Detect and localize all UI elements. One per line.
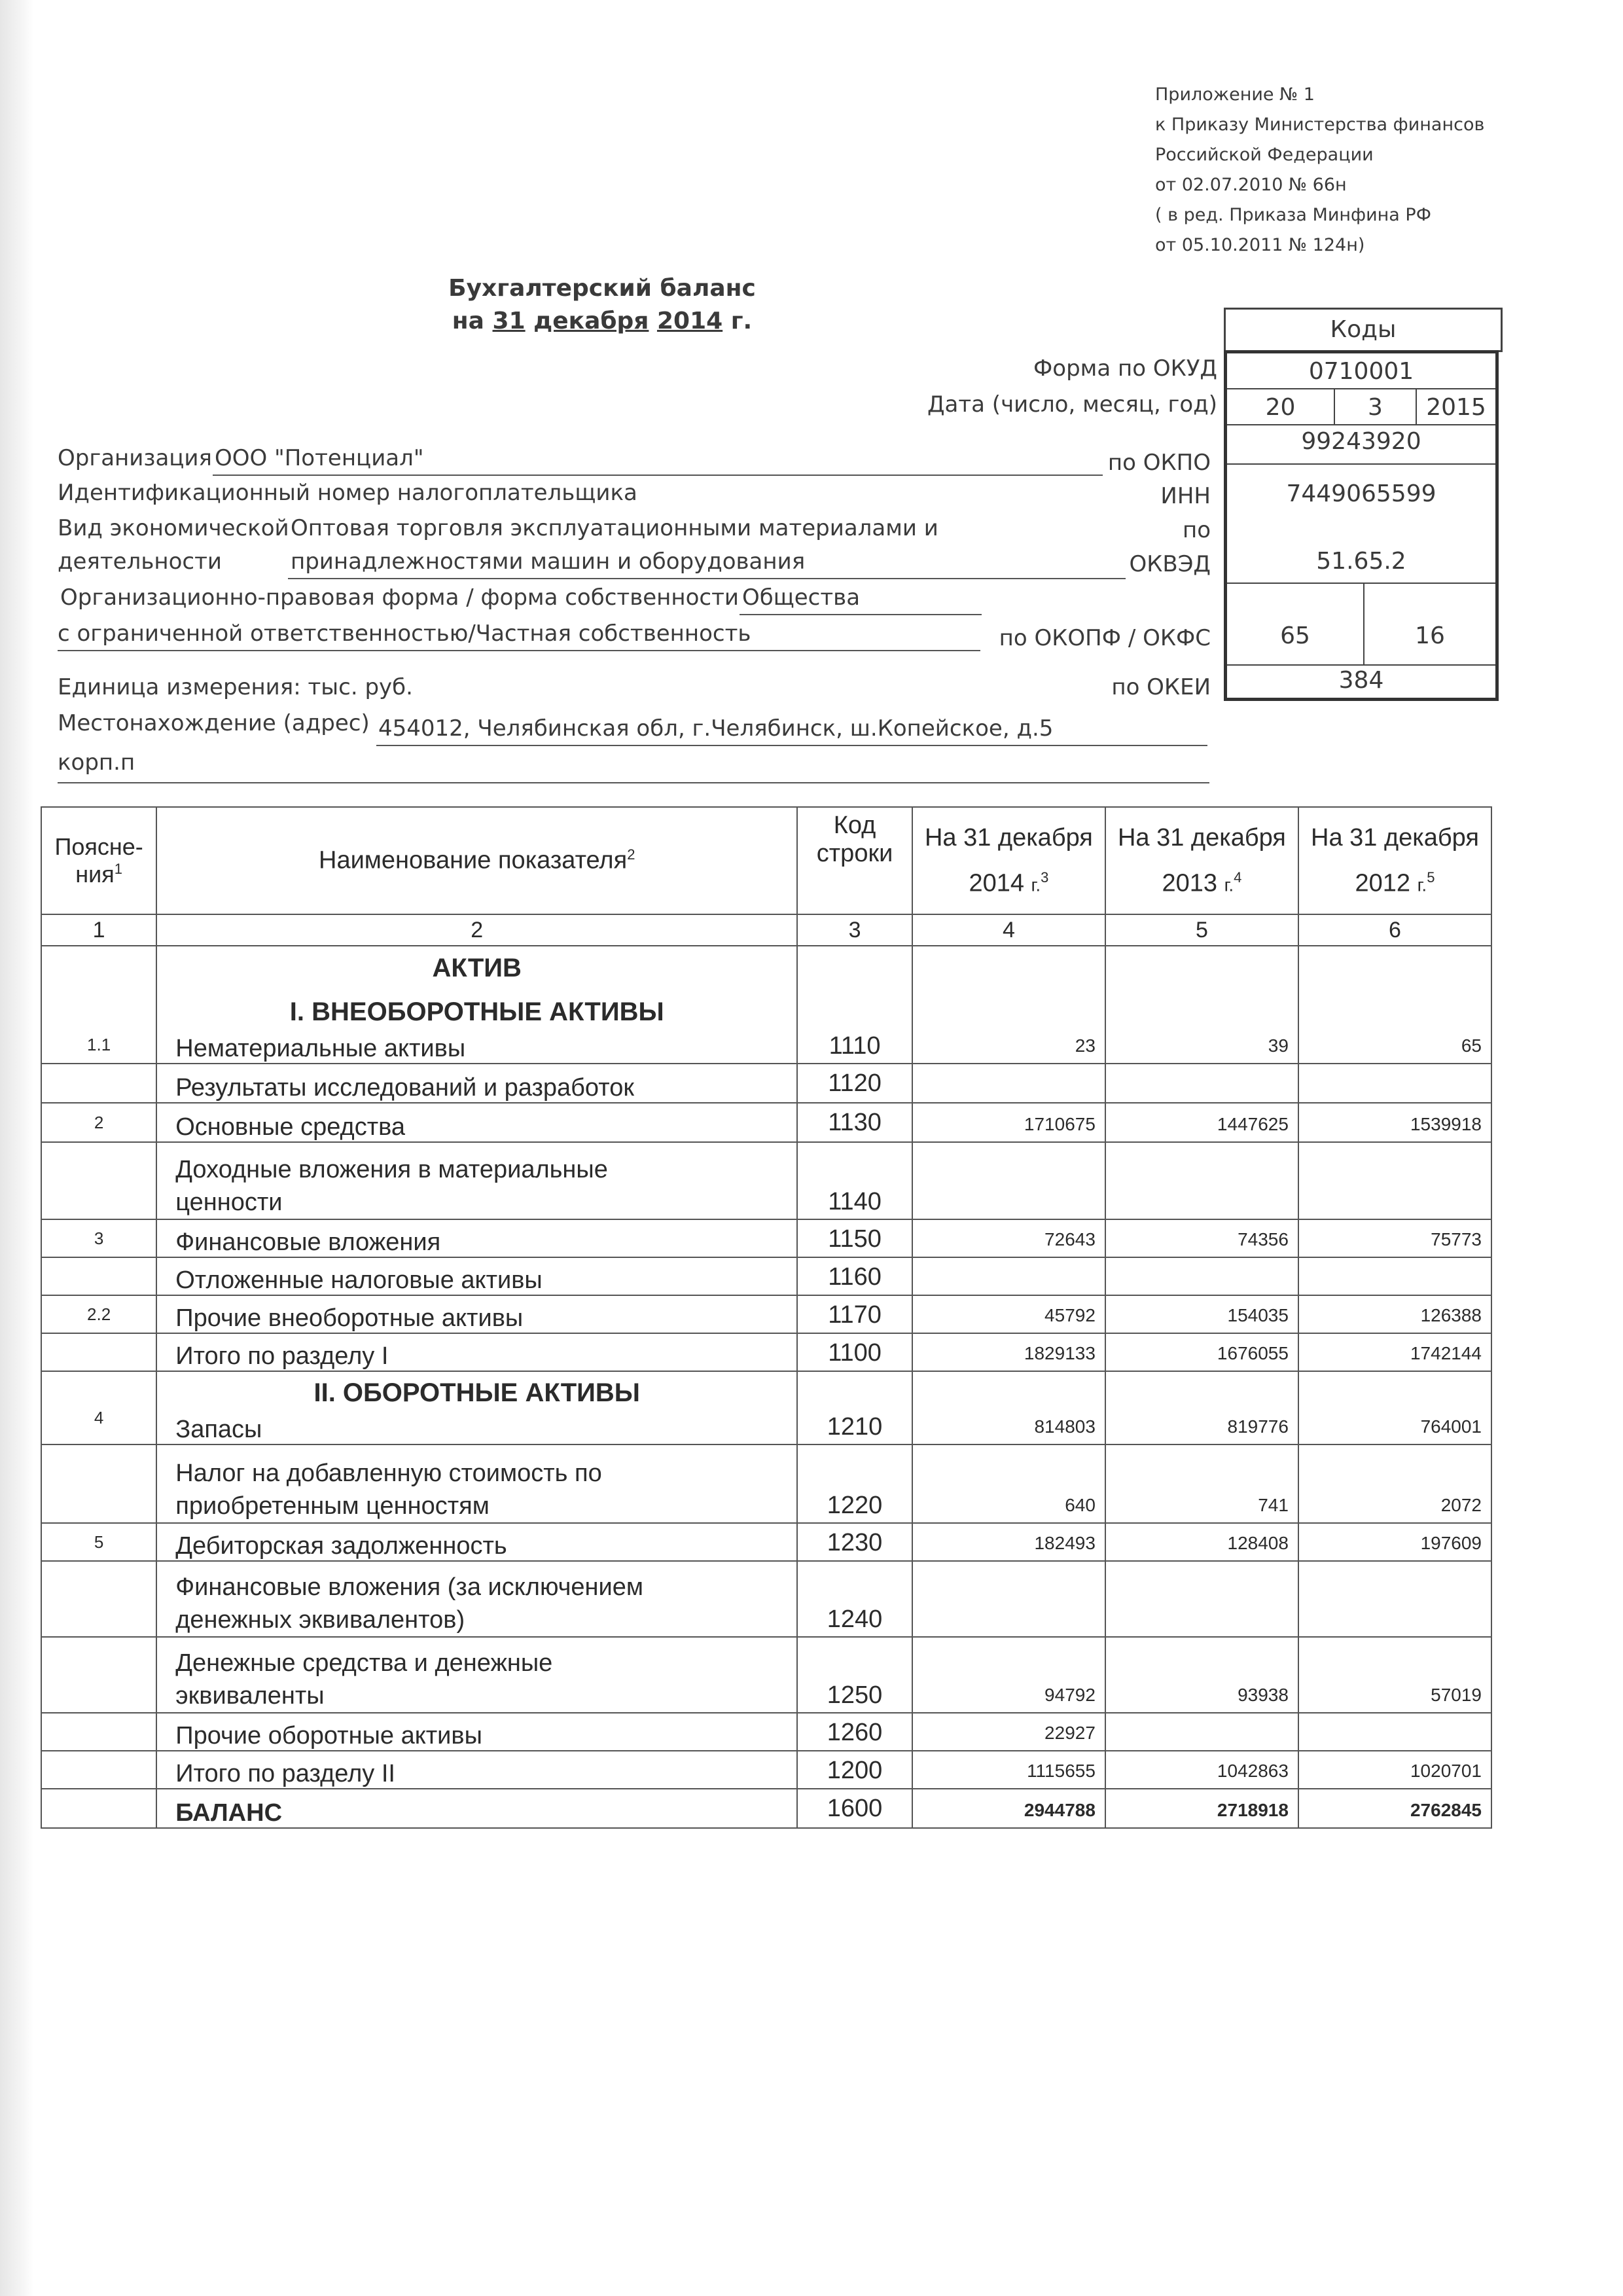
table-row [41,1064,1491,1103]
row-value-2014: 23 [912,1027,1105,1064]
row-code: 1130 [797,1103,912,1142]
row-code: 1240 [797,1561,912,1637]
row-value-2013: 1447625 [1105,1103,1298,1142]
row-value-2012: 65 [1298,1027,1491,1064]
row-name: Отложенные налоговые активы [156,1257,797,1295]
date-code-row [1227,389,1495,425]
row-name: Итого по разделу I [156,1333,797,1371]
activity-label: деятельности [58,548,222,575]
scan-edge [0,0,34,2296]
row-value-2012: 1742144 [1298,1333,1491,1371]
row-value-2014: 1710675 [912,1103,1105,1142]
row-note [41,1751,156,1789]
okopf-okfs-row [1227,584,1495,666]
row-name: Итого по разделу II [156,1751,797,1789]
okved-label: по [1182,517,1211,543]
address-value: корп.п [58,749,135,776]
date-day: 20 [1227,389,1335,424]
row-note: 3 [41,1219,156,1257]
row-value-2014: 94792 [912,1637,1105,1713]
row-name: Налог на добавленную стоимость по приобретенным ценностям [156,1444,797,1523]
row-value-2012 [1298,1064,1491,1103]
appendix-line: от 02.07.2010 № 66н [1155,175,1347,195]
row-code: 1150 [797,1219,912,1257]
row-note: 5 [41,1523,156,1561]
section-title-noncurrent: I. ВНЕОБОРОТНЫЕ АКТИВЫ [156,990,797,1027]
section-title-assets: АКТИВ [156,946,797,990]
row-value-2014: 814803 [912,1408,1105,1444]
okved-label: ОКВЭД [1129,551,1211,577]
legal-form-label: Организационно-правовая форма / форма собственности [60,584,739,611]
row-value-2012: 2762845 [1298,1789,1491,1828]
row-value-2014: 640 [912,1444,1105,1523]
org-name: ООО "Потенциал" [215,445,424,471]
table-row [41,1444,1491,1523]
row-value-2014: 72643 [912,1219,1105,1257]
row-name: Основные средства [156,1103,797,1142]
row-name: Финансовые вложения (за исключением денежных эквивалентов) [156,1561,797,1637]
row-note [41,1444,156,1523]
row-value-2012: 75773 [1298,1219,1491,1257]
column-number: 6 [1298,914,1491,946]
appendix-line: от 05.10.2011 № 124н) [1155,235,1365,255]
row-code: 1120 [797,1064,912,1103]
okved-code: 51.65.2 [1227,543,1495,584]
column-numbers-row [41,914,1491,946]
row-name: Прочие внеоборотные активы [156,1295,797,1333]
row-code: 1160 [797,1257,912,1295]
row-code: 1200 [797,1751,912,1789]
appendix-line: к Приказу Министерства финансов [1155,115,1485,135]
row-note: 4 [41,1408,156,1444]
row-value-2013: 154035 [1105,1295,1298,1333]
document-title: Бухгалтерский баланс [448,275,756,302]
underline [288,578,1126,579]
row-value-2014: 182493 [912,1523,1105,1561]
appendix-line: Приложение № 1 [1155,84,1315,105]
appendix-reference [1155,80,1484,260]
activity-value: принадлежностями машин и оборудования [291,548,806,575]
address-label: Местонахождение (адрес) [58,710,370,736]
header-2014: На 31 декабря 2014 г.$^3$ [912,807,1105,914]
section-row [41,946,1491,990]
row-code: 1250 [797,1637,912,1713]
okopf-label: по ОКОПФ / ОКФС [999,625,1211,651]
underline [213,475,1103,476]
unit-label: Единица измерения: тыс. руб. [58,674,413,700]
legal-form-value: с ограниченной ответственностью/Частная собственность [58,620,751,647]
table-row [41,1142,1491,1219]
address-value: 454012, Челябинская обл, г.Челябинск, ш.Копейское, д.5 [378,715,1054,742]
row-value-2014 [912,1064,1105,1103]
row-value-2013 [1105,1257,1298,1295]
section-row [41,990,1491,1027]
activity-label: Вид экономической [58,515,289,541]
row-name: Дебиторская задолженность [156,1523,797,1561]
inn-code: 7449065599 [1286,480,1436,507]
table-row [41,1751,1491,1789]
okud-code: 0710001 [1227,353,1495,389]
header-code: Код строки [797,807,912,914]
table-row [41,1257,1491,1295]
okpo-code: 99243920 [1227,425,1495,465]
table-row [41,1561,1491,1637]
date-month: 3 [1335,389,1417,424]
document-date-title: на 31 декабря 2014 г. [452,308,753,334]
row-code: 1260 [797,1713,912,1751]
row-value-2014: 2944788 [912,1789,1105,1828]
column-number: 5 [1105,914,1298,946]
row-value-2013: 128408 [1105,1523,1298,1561]
row-note [41,1333,156,1371]
row-value-2013 [1105,1064,1298,1103]
header-indicator: Наименование показателя$^2$ [156,807,797,914]
row-value-2012: 2072 [1298,1444,1491,1523]
okpo-label: по ОКПО [1107,450,1211,476]
section-title-current: II. ОБОРОТНЫЕ АКТИВЫ [156,1371,797,1408]
row-code: 1140 [797,1142,912,1219]
row-code: 1600 [797,1789,912,1828]
inn-label: ИНН [1160,483,1211,509]
date-year: 2015 [1426,394,1486,421]
row-value-2012 [1298,1713,1491,1751]
date-label: Дата (число, месяц, год) [927,391,1217,418]
taxpayer-id-label: Идентификационный номер налогоплательщика [58,480,637,506]
row-value-2014: 1115655 [912,1751,1105,1789]
okopf-code: 65 [1227,584,1364,664]
codes-box [1224,350,1499,701]
row-value-2013 [1105,1713,1298,1751]
codes-header: Коды [1224,308,1503,352]
row-value-2014: 1829133 [912,1333,1105,1371]
section-row [41,1371,1491,1408]
appendix-line: Российской Федерации [1155,145,1374,165]
okei-label: по ОКЕИ [1111,674,1211,700]
row-name: БАЛАНС [156,1789,797,1828]
row-value-2013: 93938 [1105,1637,1298,1713]
row-name: Нематериальные активы [156,1027,797,1064]
row-value-2012 [1298,1257,1491,1295]
okud-label: Форма по ОКУД [1033,355,1217,382]
column-number: 4 [912,914,1105,946]
row-code: 1230 [797,1523,912,1561]
row-name: Финансовые вложения [156,1219,797,1257]
row-note [41,1064,156,1103]
underline [740,614,982,615]
row-code: 1210 [797,1408,912,1444]
activity-value: Оптовая торговля эксплуатационными материалами и [291,515,938,541]
row-value-2013: 741 [1105,1444,1298,1523]
underline [58,782,1209,783]
row-value-2014 [912,1142,1105,1219]
row-value-2013: 2718918 [1105,1789,1298,1828]
table-row [41,1027,1491,1064]
row-value-2012: 126388 [1298,1295,1491,1333]
row-value-2014 [912,1257,1105,1295]
table-header-row [41,807,1491,914]
column-number: 2 [156,914,797,946]
row-value-2013 [1105,1561,1298,1637]
table-row [41,1713,1491,1751]
column-number: 3 [797,914,912,946]
row-code: 1110 [797,1027,912,1064]
row-name: Прочие оборотные активы [156,1713,797,1751]
row-note [41,1637,156,1713]
row-name: Результаты исследований и разработок [156,1064,797,1103]
row-value-2014: 22927 [912,1713,1105,1751]
row-note [41,1789,156,1828]
table-row [41,1103,1491,1142]
legal-form-value: Общества [742,584,861,611]
row-note: 2.2 [41,1295,156,1333]
row-value-2012: 764001 [1298,1408,1491,1444]
row-value-2013 [1105,1142,1298,1219]
table-row [41,1333,1491,1371]
row-value-2012: 197609 [1298,1523,1491,1561]
row-value-2013: 819776 [1105,1408,1298,1444]
row-code: 1170 [797,1295,912,1333]
header-2012: На 31 декабря 2012 г.$^5$ [1298,807,1491,914]
row-value-2012: 1020701 [1298,1751,1491,1789]
row-value-2014: 45792 [912,1295,1105,1333]
row-value-2013: 1676055 [1105,1333,1298,1371]
okei-code: 384 [1338,667,1384,694]
header-notes: Поясне-ния$^1$ [41,807,156,914]
row-name: Денежные средства и денежные эквиваленты [156,1637,797,1713]
row-value-2012: 57019 [1298,1637,1491,1713]
row-name: Доходные вложения в материальные ценности [156,1142,797,1219]
row-value-2013: 74356 [1105,1219,1298,1257]
table-row-total [41,1789,1491,1828]
table-row [41,1637,1491,1713]
row-note [41,1713,156,1751]
row-value-2012 [1298,1142,1491,1219]
row-value-2012: 1539918 [1298,1103,1491,1142]
row-value-2013: 39 [1105,1027,1298,1064]
column-number: 1 [41,914,156,946]
row-code: 1220 [797,1444,912,1523]
row-note [41,1142,156,1219]
okfs-code: 16 [1415,622,1445,649]
appendix-line: ( в ред. Приказа Минфина РФ [1155,205,1431,225]
row-name: Запасы [156,1408,797,1444]
row-note [41,1561,156,1637]
row-note: 2 [41,1103,156,1142]
row-note: 1.1 [41,1027,156,1064]
underline [58,650,980,651]
row-value-2013: 1042863 [1105,1751,1298,1789]
row-value-2014 [912,1561,1105,1637]
underline [376,745,1207,746]
table-row [41,1523,1491,1561]
table-row [41,1295,1491,1333]
row-value-2012 [1298,1561,1491,1637]
table-row [41,1408,1491,1444]
table-row [41,1219,1491,1257]
row-code: 1100 [797,1333,912,1371]
row-note [41,1257,156,1295]
balance-table [41,806,1492,1829]
org-label: Организация [58,445,212,471]
header-2013: На 31 декабря 2013 г.$^4$ [1105,807,1298,914]
